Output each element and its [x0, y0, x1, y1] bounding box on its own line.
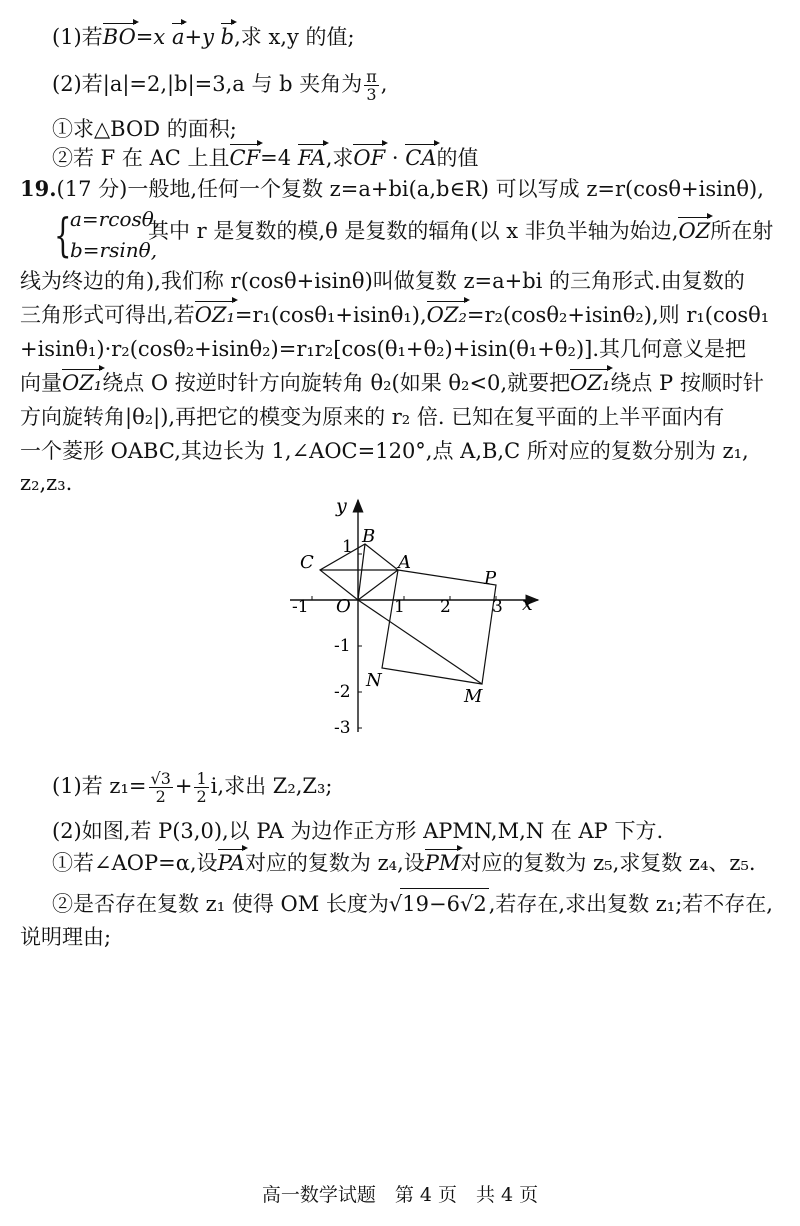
q19-line8: 一个菱形 OABC,其边长为 1,∠AOC=120°,点 A,B,C 所对应的复数分别为 z₁,	[20, 439, 749, 463]
q19-sub2-c1-text: ①若∠AOP=α,设	[52, 851, 218, 875]
vector-OZ2: OZ₂	[427, 300, 467, 330]
q18-sub2-eq: =4	[260, 146, 292, 170]
label-P: P	[484, 568, 497, 589]
q18-sub2-end: 的值	[436, 146, 479, 170]
square-APMN	[382, 570, 496, 684]
q18-p1-end: ,求 x,y 的值;	[234, 25, 355, 49]
x-tick-label: -1	[292, 597, 309, 617]
dot-operator: ·	[391, 146, 399, 170]
complex-plane-figure	[270, 492, 550, 742]
q18-p1-y: y	[202, 25, 214, 49]
vector-OF: OF	[353, 143, 385, 173]
sqrt-symbol: √	[388, 892, 403, 916]
q19-line2	[148, 216, 773, 246]
q18-sub2	[52, 143, 776, 173]
fraction-numerator: π	[366, 67, 377, 86]
fraction-sqrt3-2	[149, 770, 173, 805]
fraction-numerator: 1	[196, 769, 207, 788]
y-tick-label: -2	[334, 682, 351, 702]
fraction-pi-3	[364, 68, 379, 103]
vector-CF: CF	[230, 143, 261, 173]
q19-line2-text: 其中 r 是复数的模,θ 是复数的辐角(以 x 非负半轴为始边,	[148, 219, 679, 243]
system-eq-b: b=rsinθ,	[70, 238, 158, 262]
label-A: A	[398, 552, 411, 573]
q19-line6-text: 向量	[20, 371, 62, 395]
vector-OZ1-b: OZ₁	[570, 368, 610, 398]
label-B: B	[362, 526, 376, 547]
q18-sub2-ask: ,求	[325, 146, 354, 170]
q19-line4-mid: =r₁(cosθ₁+isinθ₁),	[234, 303, 427, 327]
x-tick-label: 1	[394, 597, 405, 617]
fraction-denominator: 3	[366, 85, 377, 104]
q19-sub2: (2)如图,若 P(3,0),以 PA 为边作正方形 APMN,M,N 在 AP 下方.	[52, 819, 664, 843]
y-tick-label: 1	[342, 537, 353, 557]
q19-sub2-c1-mid: 对应的复数为 z₄,设	[244, 851, 425, 875]
q19-sub2-c2	[52, 888, 776, 919]
q19-line1	[20, 174, 776, 204]
question-number: 19.	[20, 176, 57, 201]
vector-OZ1-a: OZ₁	[62, 368, 102, 398]
q18-p1-eq: =	[135, 25, 154, 49]
q18-p1-text: (1)若	[52, 25, 103, 49]
vector-a: a	[172, 22, 185, 52]
q19-line9: z₂,z₃.	[20, 471, 73, 495]
q19-text: (17 分)一般地,任何一个复数 z=a+bi(a,b∈R) 可以写成 z=r(cosθ+isinθ),	[56, 177, 764, 201]
label-C: C	[300, 552, 314, 573]
sqrt-radicand: 19−6√2	[400, 888, 488, 919]
label-M: M	[464, 686, 483, 707]
fraction-1-2	[194, 770, 208, 805]
q19-sub1-end: i,求出 Z₂,Z₃;	[210, 774, 333, 798]
x-tick-label: 2	[440, 597, 451, 617]
vector-CA: CA	[405, 143, 436, 173]
x-axis-label: x	[522, 593, 533, 615]
q18-p1-x: x	[153, 25, 166, 49]
q18-sub1: ①求△BOD 的面积;	[52, 117, 237, 141]
q19-line7: 方向旋转角|θ₂|),再把它的模变为原来的 r₂ 倍. 已知在复平面的上半平面内有	[20, 405, 725, 429]
q19-sub2-c2-end: ,若存在,求出复数 z₁;若不存在,	[488, 892, 773, 916]
q19-line6-mid: 绕点 O 按逆时针方向旋转角 θ₂(如果 θ₂<0,就要把	[102, 371, 571, 395]
vector-FA: FA	[298, 143, 326, 173]
fraction-denominator: 2	[155, 787, 166, 806]
q19-line2-end: 所在射	[710, 219, 774, 243]
q19-line4-text: 三角形式可得出,若	[20, 303, 195, 327]
q19-sub1-plus: +	[174, 774, 193, 798]
q19-line6	[20, 368, 776, 398]
page-footer: 高一数学试题 第 4 页 共 4 页	[261, 1184, 539, 1206]
q19-sub1-text: (1)若 z₁=	[52, 774, 147, 798]
q19-line6-end: 绕点 P 按顺时针	[610, 371, 764, 395]
q19-sub2-c2-cont: 说明理由;	[20, 925, 112, 949]
q19-sub2-c1-end: 对应的复数为 z₅,求复数 z₄、z₅.	[460, 851, 756, 875]
q18-part2	[52, 68, 776, 103]
vector-OZ1: OZ₁	[195, 300, 235, 330]
system-eq-a: a=rcosθ,	[70, 207, 161, 231]
left-brace: {	[54, 208, 72, 262]
x-tick-label: 3	[492, 597, 503, 617]
label-N: N	[366, 670, 382, 691]
vector-BO: BO	[103, 22, 136, 52]
q18-p2-end: ,	[380, 72, 388, 96]
q19-line4-end: =r₂(cosθ₂+isinθ₂),则 r₁(cosθ₁	[466, 303, 770, 327]
label-O: O	[336, 596, 351, 617]
fraction-denominator: 2	[196, 787, 207, 806]
q18-sub2-text: ②若 F 在 AC 上且	[52, 146, 230, 170]
y-axis-label: y	[336, 495, 347, 517]
vector-OZ: OZ	[678, 216, 710, 246]
q19-sub2-c2-text: ②是否存在复数 z₁ 使得 OM 长度为	[52, 892, 389, 916]
q19-line3: 线为终边的角),我们称 r(cosθ+isinθ)叫做复数 z=a+bi 的三角形式.由复数的	[20, 269, 745, 293]
q19-line4	[20, 300, 776, 330]
q18-p1-plus: +	[184, 25, 203, 49]
vector-PA: PA	[218, 848, 245, 878]
vector-PM: PM	[425, 848, 461, 878]
q19-sub1	[52, 770, 776, 805]
vector-b: b	[221, 22, 234, 52]
q19-sub2-c1	[52, 848, 776, 878]
fraction-numerator: √3	[150, 769, 171, 788]
q18-part1	[52, 22, 776, 52]
q19-line5: +isinθ₁)·r₂(cosθ₂+isinθ₂)=r₁r₂[cos(θ₁+θ₂)+isin(θ₁+θ₂)].其几何意义是把	[20, 337, 747, 361]
y-tick-label: -3	[334, 718, 351, 738]
diagonal-OB	[358, 544, 365, 600]
q18-p2-text: (2)若|a|=2,|b|=3,a 与 b 夹角为	[52, 72, 363, 96]
y-tick-label: -1	[334, 636, 351, 656]
